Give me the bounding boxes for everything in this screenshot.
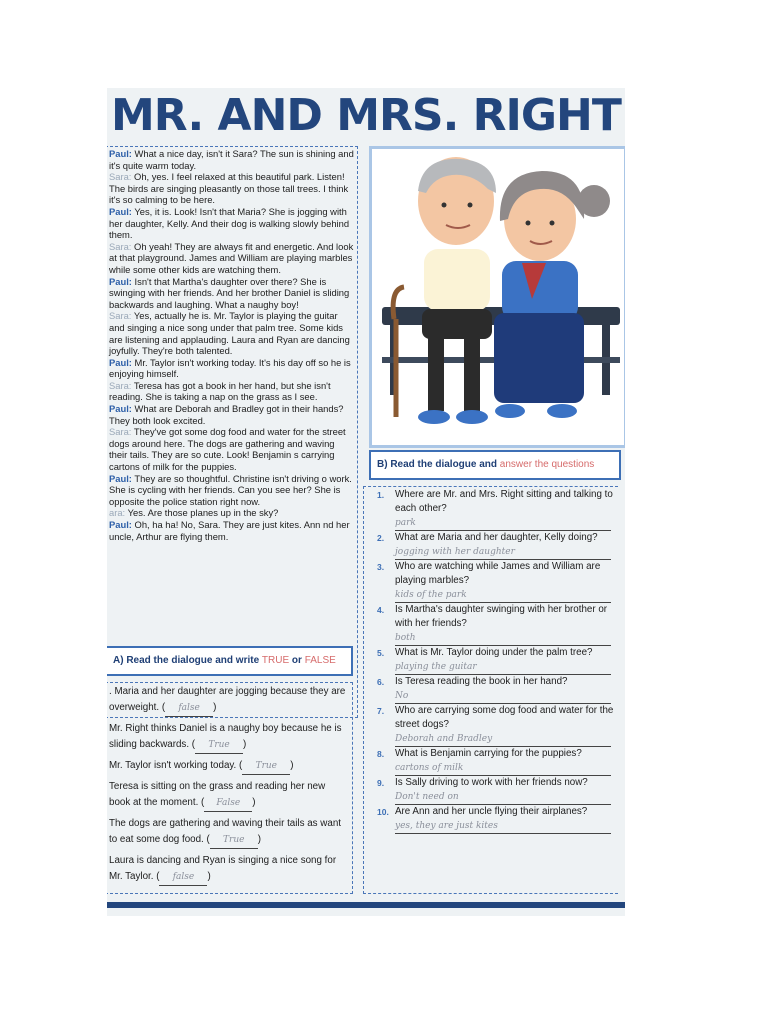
speech-text: What are Deborah and Bradley got in their hands? They both look excited. (109, 403, 344, 426)
question-text: What is Benjamin carrying for the puppies? (395, 748, 582, 759)
answer-line[interactable]: Don't need on (395, 790, 611, 805)
question-text: What are Maria and her daughter, Kelly doing? (395, 532, 598, 543)
speech-text: Teresa has got a book in her hand, but she isn't reading. She is taking a nap on the grass as I see. (109, 379, 331, 403)
worksheet-page (107, 88, 625, 916)
question-number: 8. (377, 749, 385, 759)
statement-item: Mr. Taylor isn't working today. ( True ) (109, 758, 349, 775)
answer-line[interactable]: both (395, 631, 611, 646)
statement-item: Teresa is sitting on the grass and reading her new book at the moment. ( False ) (109, 779, 349, 812)
question-item (365, 646, 619, 675)
speaker-name: Sara: (109, 310, 132, 322)
question-number: 4. (377, 605, 385, 615)
question-text: Who are carrying some dog food and water for the street dogs? (395, 705, 614, 730)
speaker-name: Paul: (109, 519, 132, 530)
statement-item: The dogs are gathering and waving their tails as want to eat some dog food. ( True ) (109, 816, 349, 849)
question-text: Is Sally driving to work with her friends now? (395, 777, 588, 788)
true-false-answer[interactable]: True (242, 758, 290, 775)
question-text: What is Mr. Taylor doing under the palm tree? (395, 647, 593, 658)
section-a-false-word: FALSE (304, 655, 336, 666)
dialogue-line (109, 519, 355, 542)
section-a-heading (107, 646, 353, 676)
dialogue-line (109, 507, 355, 519)
question-number: 3. (377, 562, 385, 572)
question-item (365, 603, 619, 646)
speaker-name: Sara: (109, 240, 132, 252)
speech-text: Oh, ha ha! No, Sara. They are just kites. Ann nd her uncle, Arthur are flying them. (109, 519, 350, 542)
statement-item: Mr. Right thinks Daniel is a naughy boy because he is sliding backwards. ( True ) (109, 721, 349, 754)
question-text: Is Martha's daughter swinging with her brother or with her friends? (395, 604, 608, 629)
section-b-heading-accent: answer the questions (499, 459, 595, 470)
dialogue-line (109, 473, 355, 508)
question-number: 5. (377, 648, 385, 658)
statement-item: Laura is dancing and Ryan is singing a nice song for Mr. Taylor. ( false ) (109, 853, 349, 886)
section-b-heading (369, 450, 621, 480)
dialogue-line (109, 380, 355, 403)
question-text: Where are Mr. and Mrs. Right sitting and talking to each other? (395, 489, 613, 514)
question-item (365, 675, 619, 704)
answer-line[interactable]: playing the guitar (395, 660, 611, 675)
statement-item: . Maria and her daughter are jogging because they are overweight. ( false ) (109, 684, 349, 717)
question-item (365, 488, 619, 531)
question-number: 7. (377, 706, 385, 716)
question-number: 10. (377, 807, 389, 817)
true-false-answer[interactable]: False (204, 795, 252, 812)
dialogue-line (109, 403, 355, 426)
section-a-heading-text: A) Read the dialogue and write (113, 655, 262, 666)
dialogue-line (109, 148, 355, 171)
question-number: 9. (377, 778, 385, 788)
dialogue-line (109, 171, 355, 206)
elderly-couple-illustration (369, 146, 625, 448)
dialogue-line (109, 310, 355, 356)
true-false-answer[interactable]: True (210, 832, 258, 849)
speech-text: Mr. Taylor isn't working today. It's his day off so he is enjoying himself. (109, 356, 351, 380)
question-number: 2. (377, 533, 385, 543)
speaker-name: Sara: (109, 379, 132, 391)
bottom-bar (107, 902, 625, 908)
section-a-true-word: TRUE (261, 655, 290, 666)
statement-text: Mr. Right thinks Daniel is a naughy boy because he is sliding backwards. (109, 723, 342, 750)
question-item (365, 531, 619, 560)
dialogue-line (109, 206, 355, 241)
section-a-statements (109, 684, 349, 890)
worksheet-title: MR. AND MRS. RIGHT (111, 90, 621, 141)
speaker-name: Paul: (109, 148, 132, 159)
statement-text: . Maria and her daughter are jogging because they are overweight. (109, 686, 346, 713)
dialogue-line (109, 241, 355, 276)
speaker-name: Sara: (109, 426, 132, 438)
question-item (365, 704, 619, 747)
answer-line[interactable]: park (395, 516, 611, 531)
speech-text: Yes, actually he is. Mr. Taylor is playing the guitar and singing a nice song under that palm tree. Some kids are listening and applauding. Laura and Ryan are dancing joyfully. They're both talented. (109, 310, 350, 357)
question-item (365, 747, 619, 776)
statement-text: Mr. Taylor isn't working today. (109, 760, 237, 771)
question-text: Who are watching while James and William are playing marbles? (395, 561, 601, 586)
section-a-or-word: or (289, 655, 305, 666)
question-number: 1. (377, 490, 385, 500)
question-text: Is Teresa reading the book in her hand? (395, 676, 568, 687)
dialogue-line (109, 426, 355, 472)
speaker-name: Sara: (109, 171, 132, 183)
section-b-heading-text: B) Read the dialogue and (377, 459, 500, 470)
speech-text: What a nice day, isn't it Sara? The sun is shining and it's quite warm today. (109, 148, 354, 171)
speech-text: Yes, it is. Look! Isn't that Maria? She is jogging with her daughter, Kelly. And their dog is walking slowly behind them. (109, 205, 350, 241)
answer-line[interactable]: No (395, 689, 611, 704)
speech-text: They've got some dog food and water for the street dogs around here. The dogs are gathering and waving their tails. They are so cute. Look! Benjamin s carrying cartons of milk for the puppies. (109, 426, 346, 473)
true-false-answer[interactable]: false (159, 869, 207, 886)
answer-line[interactable]: Deborah and Bradley (395, 732, 611, 747)
question-item (365, 776, 619, 805)
couple-on-bench-image (372, 149, 624, 445)
speech-text: Isn't that Martha's daughter over there? She is swinging with her friends. And her brother Daniel is sliding backwards and laughing. What a naughy boy! (109, 275, 350, 310)
section-b-questions (365, 488, 619, 834)
dialogue-line (109, 276, 355, 311)
dialogue-text (109, 148, 355, 542)
answer-line[interactable]: cartons of milk (395, 761, 611, 776)
answer-line[interactable]: jogging with her daughter (395, 545, 611, 560)
true-false-answer[interactable]: True (195, 737, 243, 754)
speech-text: Oh yeah! They are always fit and energetic. And look at that playground. James and William are playing marbles while some other kids are watching them. (109, 240, 354, 275)
answer-line[interactable]: yes, they are just kites (395, 819, 611, 834)
speaker-name: Paul: (109, 205, 132, 217)
speaker-name: Paul: (109, 472, 132, 484)
statement-text: Teresa is sitting on the grass and reading her new book at the moment. (109, 781, 326, 808)
speech-text: They are so thoughtful. Christine isn't driving o work. She is cycling with her friends. Can you see her? She is opposite the police station right now. (109, 472, 352, 507)
speaker-name: Paul: (109, 403, 132, 415)
question-text: Are Ann and her uncle flying their airplanes? (395, 806, 588, 817)
true-false-answer[interactable]: false (165, 700, 213, 717)
question-item (365, 560, 619, 603)
question-item (365, 805, 619, 834)
speaker-name: ara: (109, 507, 126, 519)
question-number: 6. (377, 677, 385, 687)
statement-text: Laura is dancing and Ryan is singing a nice song for Mr. Taylor. (109, 855, 337, 882)
answer-line[interactable]: kids of the park (395, 588, 611, 603)
speaker-name: Paul: (109, 275, 132, 287)
dialogue-line (109, 357, 355, 380)
statement-text: The dogs are gathering and waving their tails as want to eat some dog food. (109, 818, 341, 845)
speaker-name: Paul: (109, 356, 132, 368)
speech-text: Yes. Are those planes up in the sky? (125, 507, 279, 519)
speech-text: Oh, yes. I feel relaxed at this beautiful park. Listen! The birds are singing pleasantly on those tall trees. I think it's so calming to be here. (109, 171, 349, 206)
